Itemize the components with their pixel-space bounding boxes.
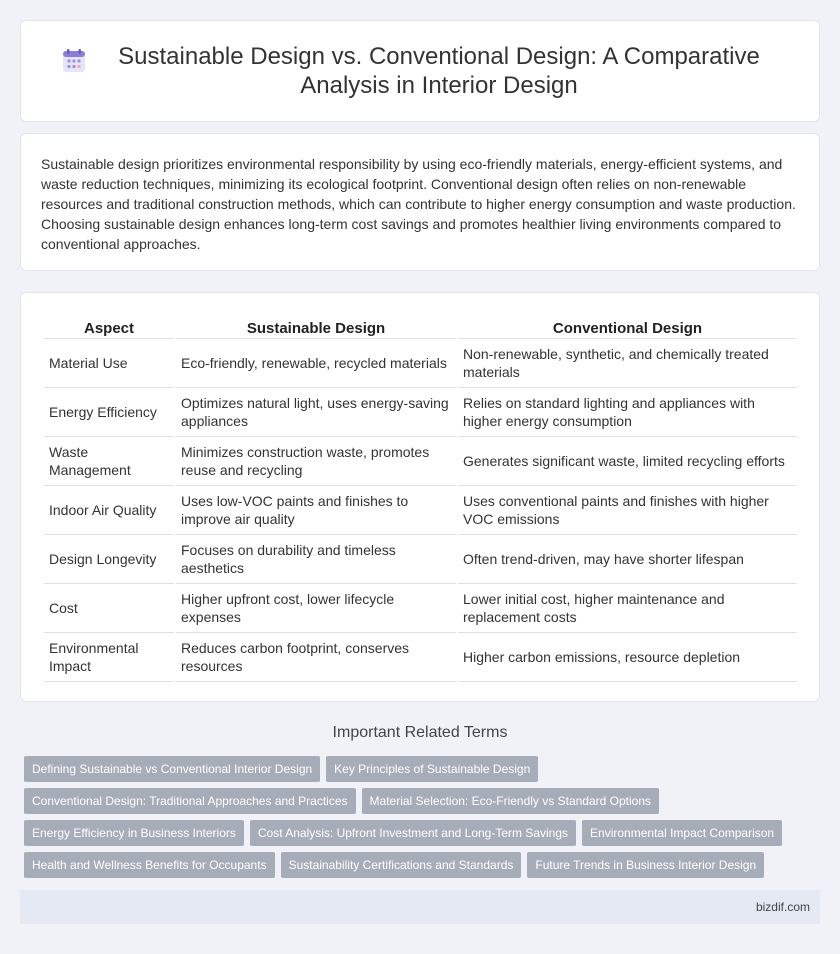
conventional-cell: Often trend-driven, may have shorter lifespan	[458, 535, 797, 584]
table-row	[44, 437, 797, 486]
table-row	[44, 388, 797, 437]
related-term-tag[interactable]: Cost Analysis: Upfront Investment and Long-Term Savings	[250, 820, 576, 846]
related-term-tag[interactable]: Material Selection: Eco-Friendly vs Standard Options	[362, 788, 659, 814]
sustainable-cell: Eco-friendly, renewable, recycled materials	[176, 339, 456, 388]
sustainable-cell: Higher upfront cost, lower lifecycle expenses	[176, 584, 456, 633]
aspect-cell: Energy Efficiency	[44, 388, 174, 437]
page-title: Sustainable Design vs. Conventional Design: A Comparative Analysis in Interior Design	[118, 43, 760, 99]
footer-site-link[interactable]: bizdif.com	[755, 900, 810, 914]
table-row	[44, 486, 797, 535]
column-header-sustainable: Sustainable Design	[176, 315, 456, 339]
conventional-cell: Generates significant waste, limited recycling efforts	[458, 437, 797, 486]
intro-paragraph: Sustainable design prioritizes environmental responsibility by using eco-friendly materials, energy-efficient systems, and waste reduction techniques, minimizing its ecological footprint. Conventional design often relies on non-renewable resources and traditional construction methods, which can contribute to higher energy consumption and waste production. Choosing sustainable design enhances long-term cost savings and promotes healthier living environments compared to conventional approaches.	[41, 156, 796, 252]
calendar-icon	[61, 48, 87, 74]
related-terms-section	[20, 722, 820, 878]
related-term-tag[interactable]: Conventional Design: Traditional Approaches and Practices	[24, 788, 356, 814]
comparison-table	[42, 315, 799, 682]
related-term-tag[interactable]: Key Principles of Sustainable Design	[326, 756, 538, 782]
sustainable-cell: Uses low-VOC paints and finishes to improve air quality	[176, 486, 456, 535]
conventional-cell: Relies on standard lighting and appliances with higher energy consumption	[458, 388, 797, 437]
aspect-cell: Indoor Air Quality	[44, 486, 174, 535]
sustainable-cell: Optimizes natural light, uses energy-saving appliances	[176, 388, 456, 437]
conventional-cell: Non-renewable, synthetic, and chemically treated materials	[458, 339, 797, 388]
table-row	[44, 535, 797, 584]
footer	[20, 890, 820, 924]
related-term-tag[interactable]: Future Trends in Business Interior Design	[527, 852, 764, 878]
sustainable-cell: Minimizes construction waste, promotes reuse and recycling	[176, 437, 456, 486]
conventional-cell: Uses conventional paints and finishes with higher VOC emissions	[458, 486, 797, 535]
related-term-tag[interactable]: Health and Wellness Benefits for Occupants	[24, 852, 275, 878]
table-row	[44, 339, 797, 388]
sustainable-cell: Reduces carbon footprint, conserves resources	[176, 633, 456, 682]
related-terms-tags	[20, 756, 820, 878]
comparison-table-card	[20, 292, 820, 702]
header-inner	[21, 42, 819, 100]
related-term-tag[interactable]: Environmental Impact Comparison	[582, 820, 782, 846]
conventional-cell: Lower initial cost, higher maintenance and replacement costs	[458, 584, 797, 633]
intro-card	[20, 133, 820, 271]
aspect-cell: Design Longevity	[44, 535, 174, 584]
aspect-cell: Cost	[44, 584, 174, 633]
column-header-conventional: Conventional Design	[458, 315, 797, 339]
table-row	[44, 633, 797, 682]
aspect-cell: Environmental Impact	[44, 633, 174, 682]
related-term-tag[interactable]: Energy Efficiency in Business Interiors	[24, 820, 244, 846]
aspect-cell: Material Use	[44, 339, 174, 388]
column-header-aspect: Aspect	[44, 315, 174, 339]
header-card	[20, 20, 820, 122]
table-row	[44, 584, 797, 633]
sustainable-cell: Focuses on durability and timeless aesthetics	[176, 535, 456, 584]
related-terms-title: Important Related Terms	[332, 724, 508, 741]
related-term-tag[interactable]: Defining Sustainable vs Conventional Interior Design	[24, 756, 320, 782]
related-term-tag[interactable]: Sustainability Certifications and Standards	[281, 852, 522, 878]
table-header-row	[44, 315, 797, 339]
aspect-cell: Waste Management	[44, 437, 174, 486]
conventional-cell: Higher carbon emissions, resource depletion	[458, 633, 797, 682]
